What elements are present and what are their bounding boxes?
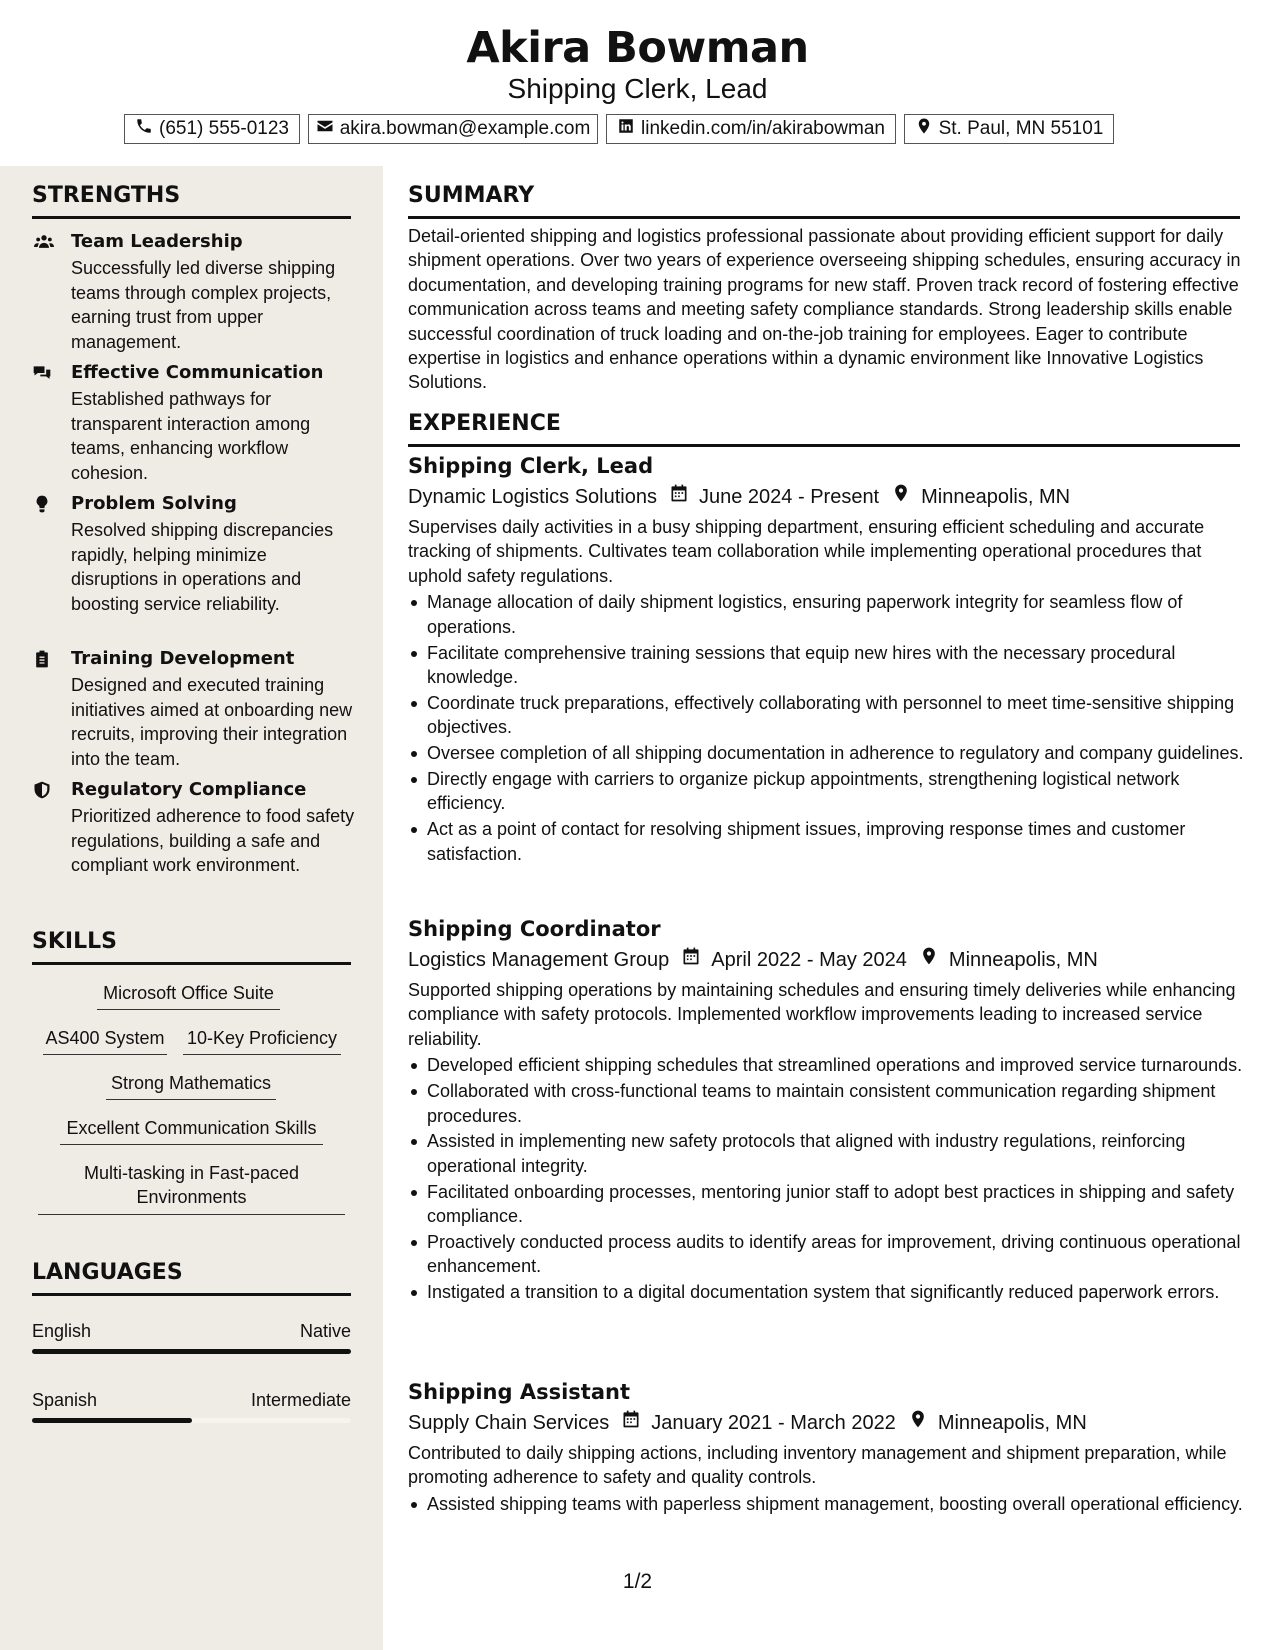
language-name: Spanish xyxy=(32,1390,98,1410)
shield-icon xyxy=(32,780,54,800)
map-pin-icon xyxy=(919,945,949,975)
bullet-item: Manage allocation of daily shipment logistics, ensuring paperwork integrity for seamless flow of operations. xyxy=(408,590,1248,639)
bullet-item: Facilitated onboarding processes, mentoring junior staff to adopt best practices in shipping and safety compliance. xyxy=(408,1180,1248,1229)
language-level: Native xyxy=(299,1321,351,1341)
bullet-item: Assisted shipping teams with paperless shipment management, boosting overall operational efficiency. xyxy=(408,1492,1248,1516)
company-name: Logistics Management Group xyxy=(408,949,670,971)
job-meta xyxy=(408,482,1248,512)
calendar-icon xyxy=(681,945,711,975)
envelope-icon xyxy=(316,117,334,141)
strength-description: Resolved shipping discrepancies rapidly, helping minimize disruptions in operations and boosting service reliability. xyxy=(71,520,334,614)
contact-email[interactable] xyxy=(308,114,598,144)
language-level: Intermediate xyxy=(250,1390,351,1410)
job-bullets xyxy=(408,590,1248,866)
linkedin-text: linkedin.com/in/akirabowman xyxy=(641,118,885,139)
bullet-item: Act as a point of contact for resolving shipment issues, improving response times and customer satisfaction. xyxy=(408,817,1248,866)
language-proficiency-bar xyxy=(32,1349,351,1354)
contact-location xyxy=(904,114,1114,144)
map-pin-icon xyxy=(915,117,933,141)
job-title: Shipping Assistant xyxy=(408,1380,630,1404)
strength-title: Team Leadership xyxy=(71,231,243,252)
bullet-item: Developed efficient shipping schedules that streamlined operations and improved service turnarounds. xyxy=(408,1053,1248,1077)
map-pin-icon xyxy=(891,482,921,512)
email-text: akira.bowman@example.com xyxy=(339,118,591,139)
linkedin-icon xyxy=(617,117,635,141)
skill-tag: Microsoft Office Suite xyxy=(97,981,280,1010)
job-description: Supervises daily activities in a busy shipping department, ensuring efficient scheduling and accurate tracking of shipments. Cultivates team collaboration while implementing operational procedures that uphold safety regulations. xyxy=(408,517,1205,586)
candidate-name: Akira Bowman xyxy=(466,23,809,73)
job-location: Minneapolis, MN xyxy=(948,949,1098,971)
sidebar xyxy=(0,166,383,1650)
bullet-item: Facilitate comprehensive training sessions that equip new hires with the necessary procedural knowledge. xyxy=(408,641,1248,690)
strength-title: Effective Communication xyxy=(71,362,324,383)
comments-icon xyxy=(32,363,54,383)
strength-title: Problem Solving xyxy=(71,493,237,514)
company-name: Dynamic Logistics Solutions xyxy=(408,486,657,508)
job-meta xyxy=(408,1408,1248,1438)
skill-tag: AS400 System xyxy=(43,1026,167,1055)
job-description: Supported shipping operations by maintaining schedules and ensuring timely deliveries while enhancing compliance with safety protocols. Implemented workflow improvements leading to increased service reliability. xyxy=(408,980,1236,1049)
summary-heading: SUMMARY xyxy=(408,182,1240,219)
contact-phone[interactable] xyxy=(124,114,300,144)
language-name: English xyxy=(32,1321,92,1341)
skills-heading: SKILLS xyxy=(32,928,351,965)
candidate-title: Shipping Clerk, Lead xyxy=(507,73,768,104)
strength-title: Training Development xyxy=(71,648,295,669)
lightbulb-icon xyxy=(32,494,54,514)
strength-description: Designed and executed training initiatives aimed at onboarding new recruits, improving their integration into the team. xyxy=(71,675,353,769)
strength-description: Successfully led diverse shipping teams through complex projects, earning trust from upper management. xyxy=(71,258,336,352)
job-title: Shipping Coordinator xyxy=(408,917,661,941)
job-location: Minneapolis, MN xyxy=(937,1412,1087,1434)
job-meta xyxy=(408,945,1248,975)
languages-heading: LANGUAGES xyxy=(32,1259,351,1296)
skill-tag: Strong Mathematics xyxy=(106,1071,276,1100)
job-dates: January 2021 - March 2022 xyxy=(651,1412,896,1434)
skill-tag: Multi-tasking in Fast-paced Environments xyxy=(38,1161,345,1215)
job-description: Contributed to daily shipping actions, including inventory management and shipment preparation, while promoting adherence to safety and quality controls. xyxy=(408,1443,1227,1488)
job-bullets xyxy=(408,1053,1248,1305)
language-proficiency-fill xyxy=(32,1418,192,1423)
skill-tag: 10-Key Proficiency xyxy=(183,1026,341,1055)
bullet-item: Instigated a transition to a digital documentation system that significantly reduced paperwork errors. xyxy=(408,1280,1248,1304)
bullet-item: Directly engage with carriers to organize pickup appointments, strengthening logistical network efficiency. xyxy=(408,767,1248,816)
strength-title: Regulatory Compliance xyxy=(71,779,307,800)
language-proficiency-bar xyxy=(32,1418,351,1423)
contact-linkedin[interactable] xyxy=(606,114,896,144)
bullet-item: Proactively conducted process audits to identify areas for improvement, driving continuous operational enhancement. xyxy=(408,1230,1248,1279)
company-name: Supply Chain Services xyxy=(408,1412,610,1434)
job-bullets xyxy=(408,1492,1248,1516)
users-icon xyxy=(32,232,54,252)
strength-description: Established pathways for transparent interaction among teams, enhancing workflow cohesion. xyxy=(71,389,311,483)
bullet-item: Oversee completion of all shipping documentation in adherence to regulatory and company guidelines. xyxy=(408,741,1248,765)
job-dates: June 2024 - Present xyxy=(699,486,880,508)
job-entry xyxy=(408,452,1248,868)
phone-icon xyxy=(135,117,153,141)
strengths-heading: STRENGTHS xyxy=(32,182,351,219)
calendar-icon xyxy=(621,1408,651,1438)
bullet-item: Coordinate truck preparations, effectively collaborating with personnel to meet time-sensitive shipping objectives. xyxy=(408,691,1248,740)
map-pin-icon xyxy=(908,1408,938,1438)
resume-header xyxy=(0,0,1275,166)
location-text: St. Paul, MN 55101 xyxy=(938,118,1104,139)
job-location: Minneapolis, MN xyxy=(921,486,1071,508)
page-number: 1/2 xyxy=(622,1570,653,1593)
calendar-icon xyxy=(669,482,699,512)
summary-text: Detail-oriented shipping and logistics professional passionate about providing efficient support for daily shipment operations. Over two years of experience overseeing shipping schedules, ensuring accuracy in documentation, and developing training programs for new staff. Proven track record of fostering effective communication across teams and meeting safety compliance standards. Strong leadership skills enable successful coordination of truck loading and on-the-job training for employees. Eager to contribute expertise in logistics and enhance operations within a dynamic environment like Innovative Logistics Solutions. xyxy=(408,226,1241,393)
experience-heading: EXPERIENCE xyxy=(408,410,1240,447)
job-dates: April 2022 - May 2024 xyxy=(711,949,907,971)
contact-bar xyxy=(124,114,1114,144)
job-entry xyxy=(408,915,1248,1306)
job-entry xyxy=(408,1378,1248,1518)
language-proficiency-fill xyxy=(32,1349,351,1354)
clipboard-icon xyxy=(32,649,54,669)
job-title: Shipping Clerk, Lead xyxy=(408,454,654,478)
skill-tag: Excellent Communication Skills xyxy=(60,1116,323,1145)
phone-text: (651) 555-0123 xyxy=(159,118,289,139)
bullet-item: Assisted in implementing new safety protocols that aligned with industry regulations, reinforcing operational integrity. xyxy=(408,1129,1248,1178)
strength-description: Prioritized adherence to food safety regulations, building a safe and compliant work environment. xyxy=(71,806,355,875)
bullet-item: Collaborated with cross-functional teams to maintain consistent communication regarding shipment procedures. xyxy=(408,1079,1248,1128)
